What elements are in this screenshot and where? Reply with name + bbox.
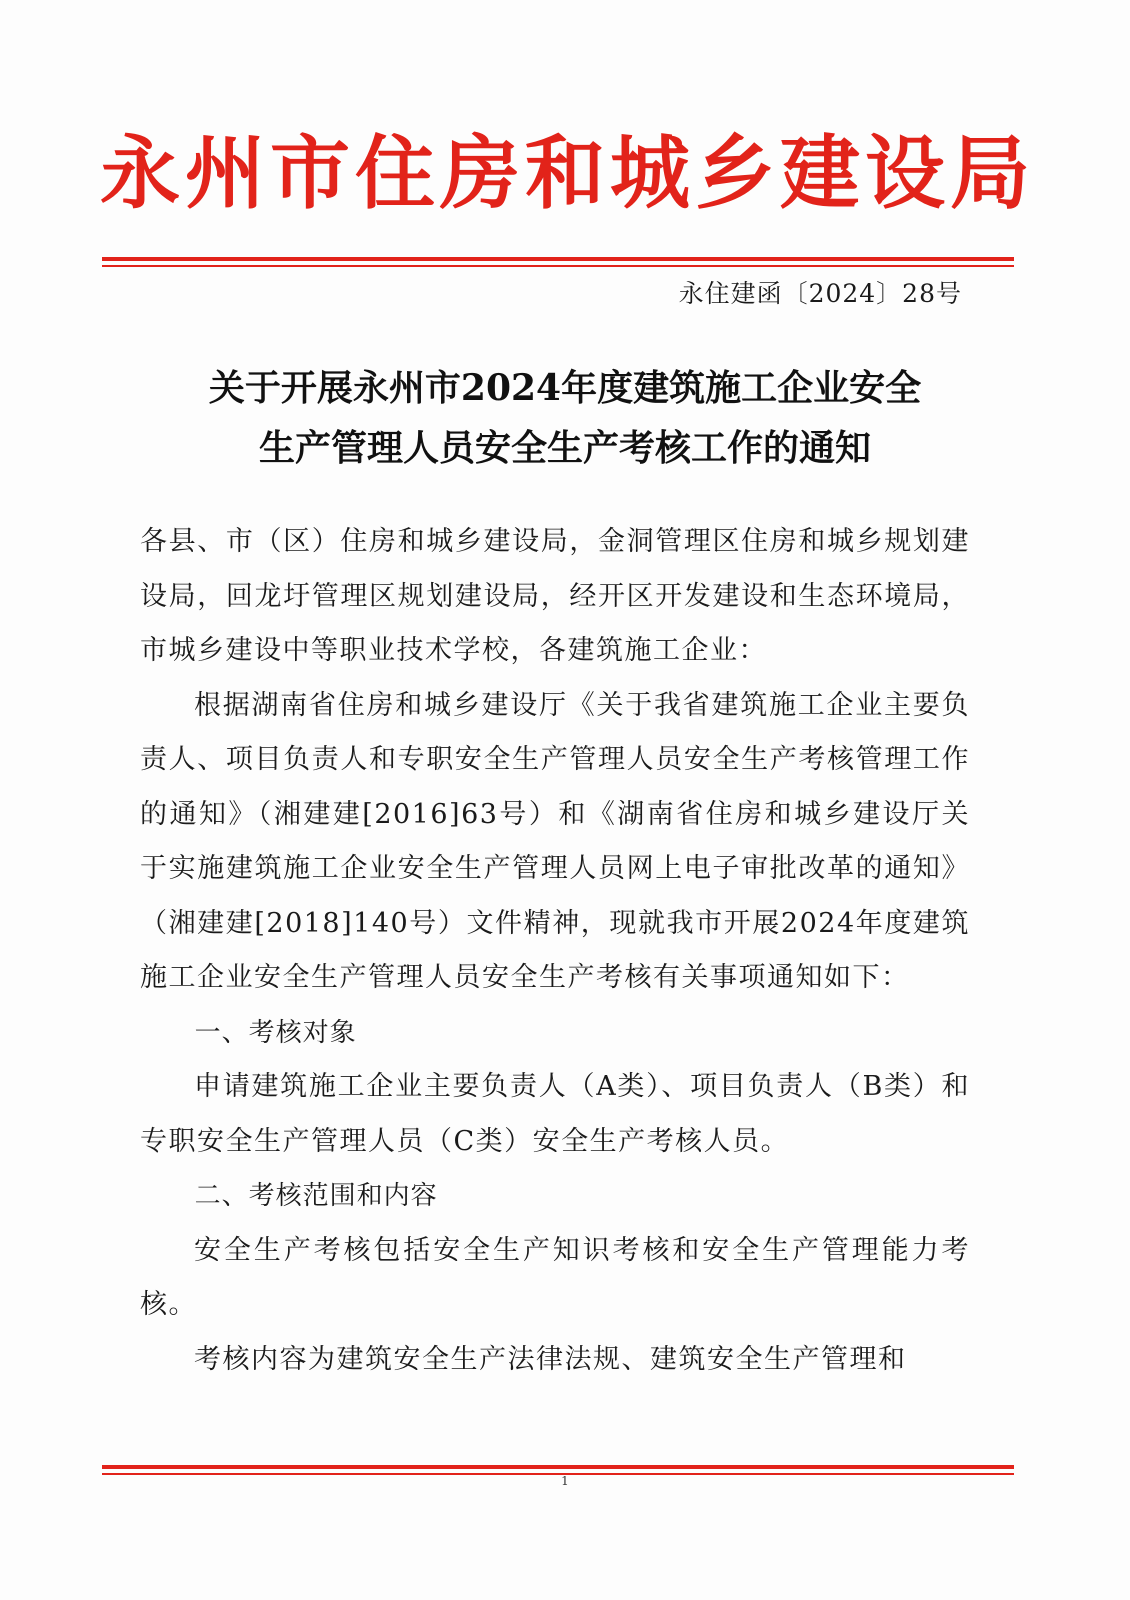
section-1-paragraph: 申请建筑施工企业主要负责人（A类）、项目负责人（B类）和专职安全生产管理人员（C类）安全生产考核人员。 [140, 1071, 970, 1157]
document-title [100, 358, 1030, 478]
header-red-rule-thin [102, 265, 1014, 267]
document-body [140, 515, 970, 1387]
section-heading-2: 二、考核范围和内容 [194, 1181, 438, 1211]
document-number: 永住建函〔2024〕28号 [678, 279, 962, 308]
intro-paragraph: 根据湖南省住房和城乡建设厅《关于我省建筑施工企业主要负责人、项目负责人和专职安全生产管理人员安全生产考核管理工作的通知》（湘建建[2016]63号）和《湖南省住房和城乡建设厅关于实施建筑施工企业安全生产管理人员网上电子审批改革的通知》（湘建建[2018]140号）文件精神，现就我市开展2024年度建筑施工企业安全生产管理人员安全生产考核有关事项通知如下： [140, 689, 970, 993]
page-number: 1 [561, 1474, 569, 1488]
footer-red-rule-thick [102, 1465, 1014, 1469]
section-2-paragraph-a: 安全生产考核包括安全生产知识考核和安全生产管理能力考核。 [140, 1234, 970, 1320]
section-heading-1: 一、考核对象 [194, 1017, 357, 1048]
title-line: 关于开展永州市2024年度建筑施工企业安全 [208, 367, 922, 409]
header-red-rule-thick [102, 257, 1014, 261]
section-2-paragraph-b: 考核内容为建筑安全生产法律法规、建筑安全生产管理和 [194, 1343, 907, 1375]
addressees-paragraph: 各县、市（区）住房和城乡建设局，金洞管理区住房和城乡规划建设局，回龙圩管理区规划建设局，经开区开发建设和生态环境局，市城乡建设中等职业技术学校，各建筑施工企业： [140, 526, 970, 666]
title-line: 生产管理人员安全生产考核工作的通知 [258, 427, 871, 469]
letterhead: 永州市住房和城乡建设局 [100, 126, 1035, 220]
